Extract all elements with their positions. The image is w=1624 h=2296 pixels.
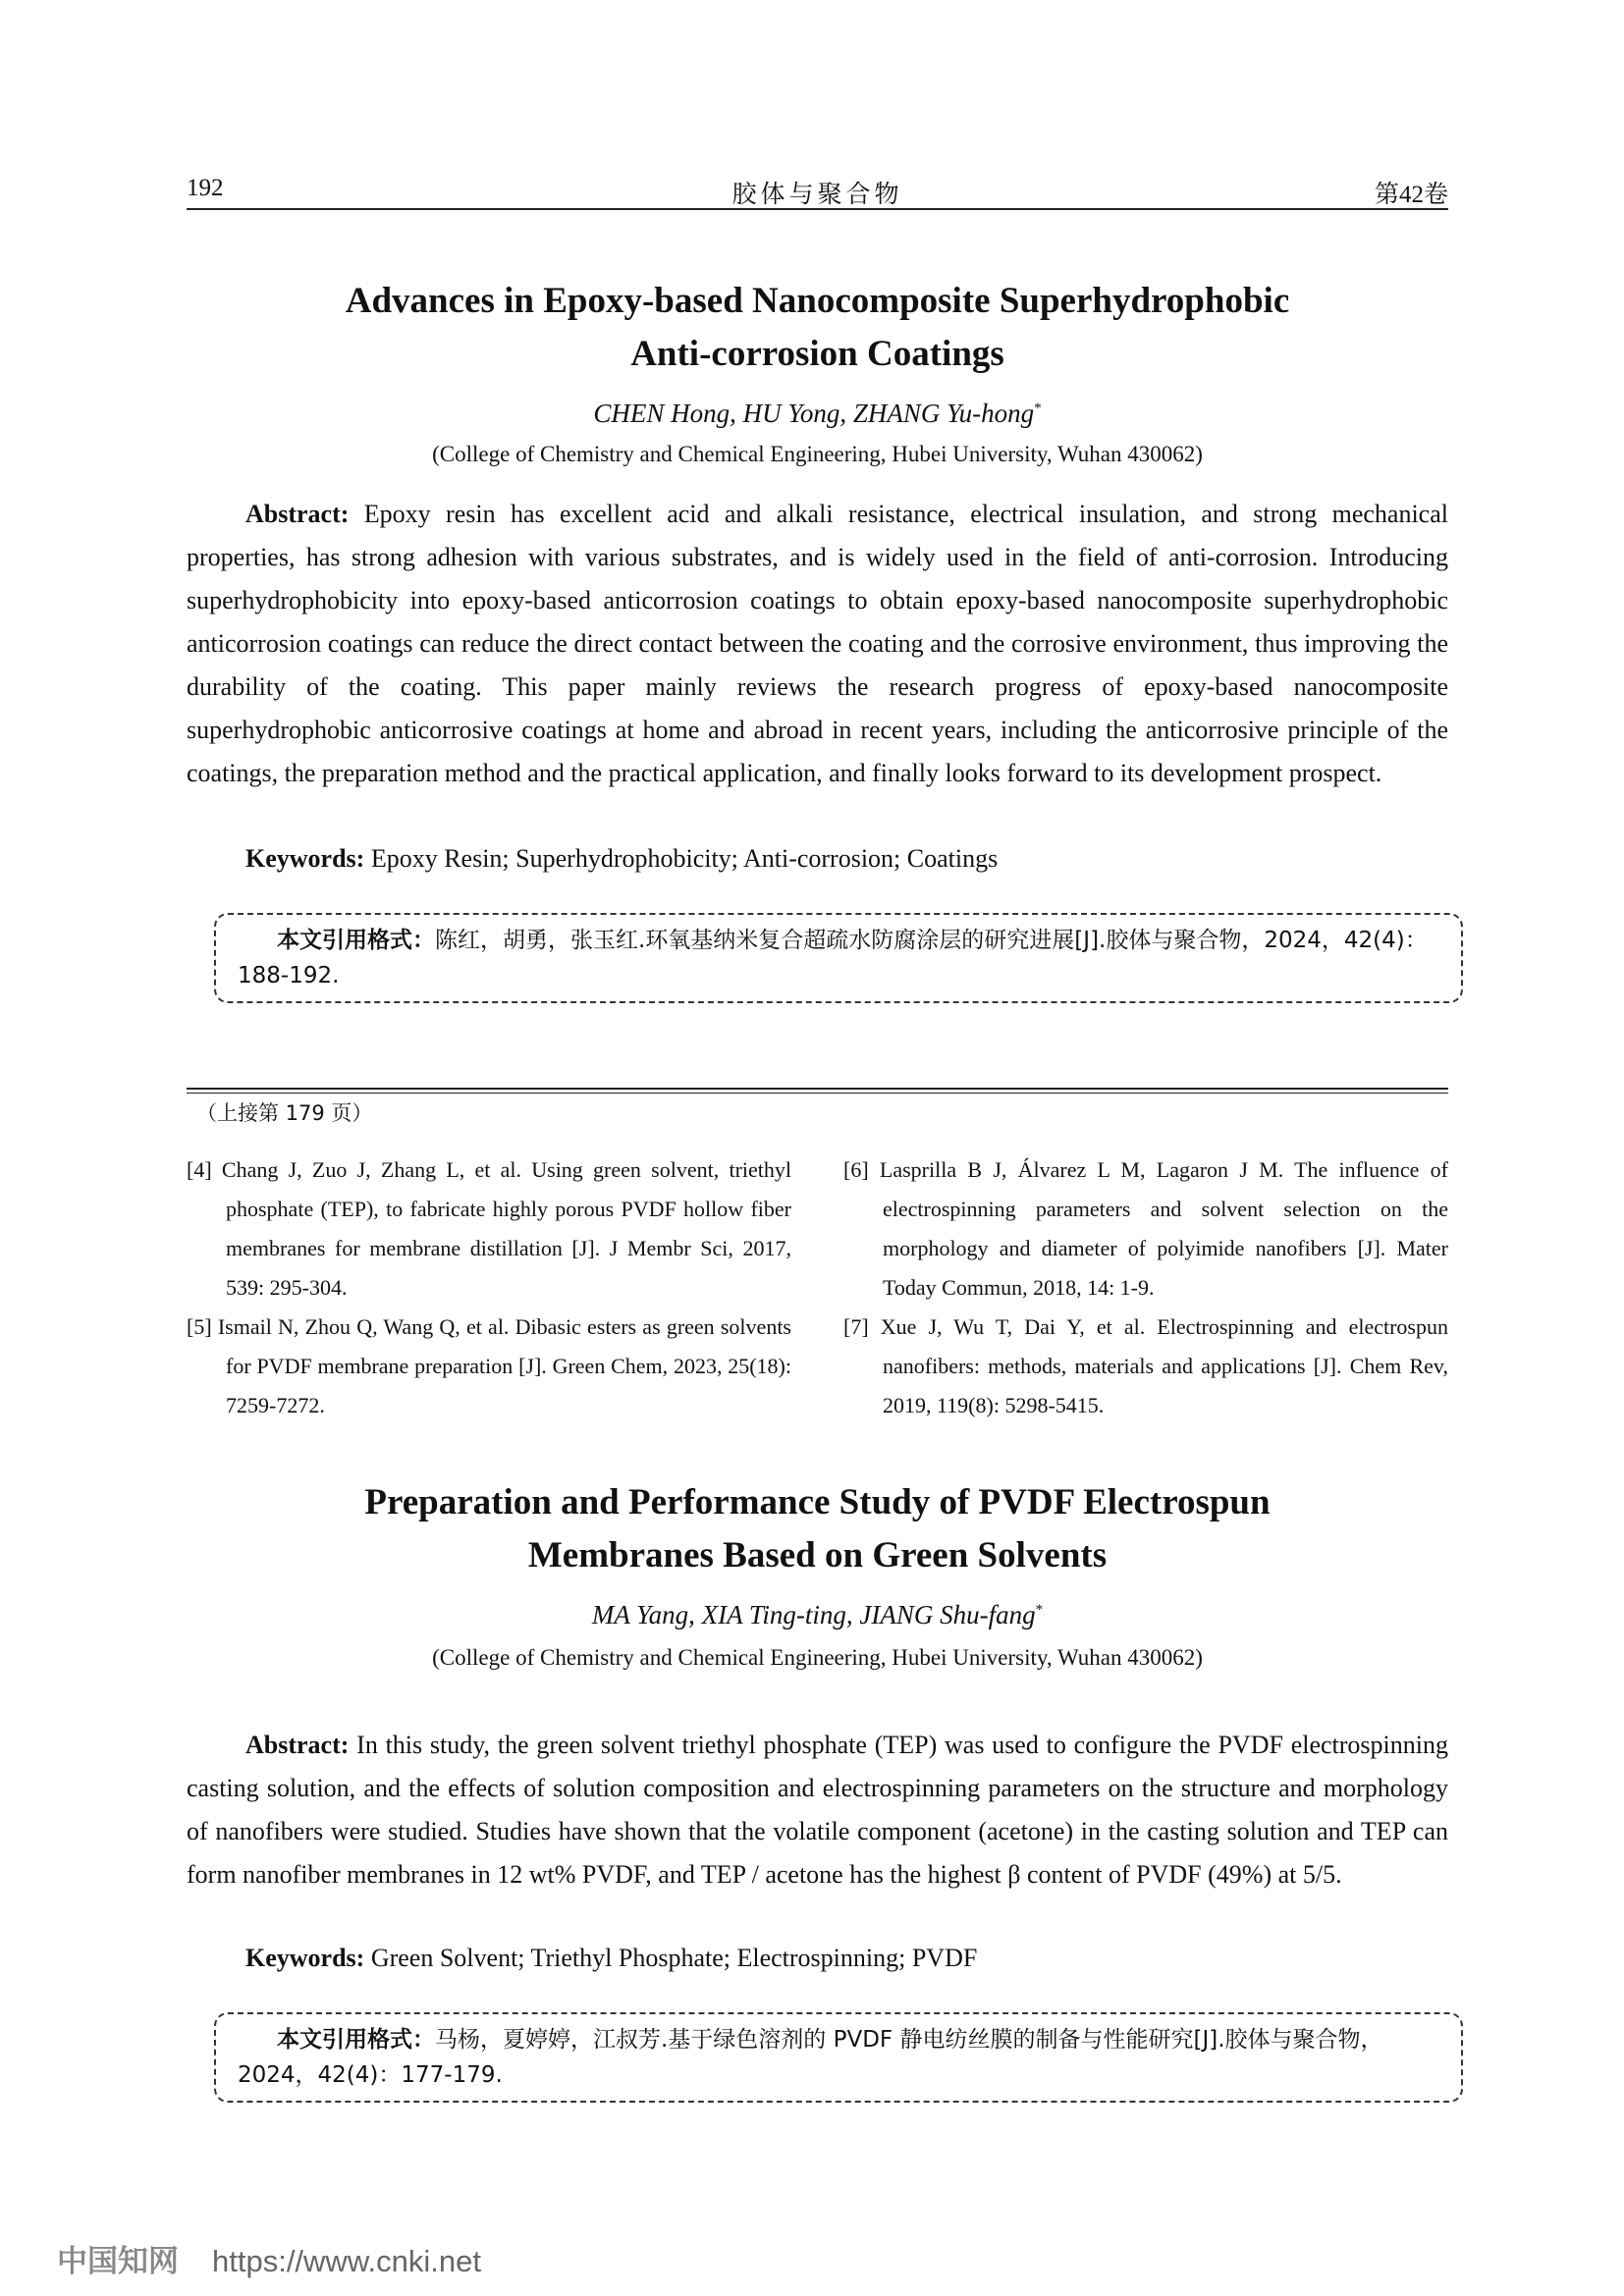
citation-label: 本文引用格式：: [277, 2027, 435, 2053]
article2-title-line1: Preparation and Performance Study of PVDF Electrospun: [364, 1482, 1271, 1522]
article2-title: [187, 1476, 1448, 1582]
article1-authors: [187, 399, 1448, 429]
references-left-column: [187, 1150, 791, 1425]
section-divider: [187, 1088, 1448, 1090]
reference-item: [7] Xue J, Wu T, Dai Y, et al. Electrospinning and electrospun nanofibers: methods, materials and applications [J]. Chem Rev, 2019, 119(8): 5298-5415.: [843, 1314, 1448, 1417]
article1-keywords: [245, 844, 1448, 874]
cnki-url[interactable]: https://www.cnki.net: [212, 2244, 481, 2278]
corresponding-mark: *: [1034, 400, 1042, 416]
abstract-text: In this study, the green solvent triethyl phosphate (TEP) was used to configure the PVDF electrospinning casting solution, and the effects of solution composition and electrospinning parameters on the structure and morphology of nanofibers were studied. Studies have shown that the volatile component (acetone) in the casting solution and TEP can form nanofiber membranes in 12 wt% PVDF, and TEP / acetone has the highest β content of PVDF (49%) at 5/5.: [187, 1731, 1448, 1889]
article2-affiliation: (College of Chemistry and Chemical Engineering, Hubei University, Wuhan 430062): [432, 1645, 1203, 1670]
page-number: 192: [187, 175, 224, 201]
cnki-watermark: [57, 2236, 481, 2280]
abstract-label: Abstract:: [245, 1731, 350, 1759]
journal-name: 胶体与聚合物: [731, 182, 903, 208]
keywords-label: Keywords:: [245, 844, 365, 873]
corresponding-mark: *: [1035, 1602, 1044, 1618]
continued-note: （上接第 179 页）: [196, 1101, 373, 1125]
article2-authors: [187, 1600, 1448, 1630]
article2-title-line2: Membranes Based on Green Solvents: [527, 1535, 1108, 1575]
reference-item: [5] Ismail N, Zhou Q, Wang Q, et al. Dibasic esters as green solvents for PVDF membrane preparation [J]. Green Chem, 2023, 25(18): 7259-7272.: [187, 1314, 791, 1417]
article1-title-line2: Anti-corrosion Coatings: [630, 334, 1004, 374]
keywords-label: Keywords:: [245, 1944, 365, 1972]
article2-abstract: [187, 1724, 1448, 1896]
section-divider-thin: [187, 1093, 1448, 1094]
article1-title-line1: Advances in Epoxy-based Nanocomposite Superhydrophobic: [345, 281, 1290, 321]
article1-citation-box: [214, 913, 1463, 1003]
article2-author-names: MA Yang, XIA Ting-ting, JIANG Shu-fang: [591, 1600, 1036, 1629]
volume-label: 第42卷: [1374, 182, 1448, 208]
reference-item: [4] Chang J, Zuo J, Zhang L, et al. Using green solvent, triethyl phosphate (TEP), to fabricate highly porous PVDF hollow fiber membranes for membrane distillation [J]. J Membr Sci, 2017, 539: 295-304.: [187, 1157, 791, 1300]
keywords-text: Green Solvent; Triethyl Phosphate; Electrospinning; PVDF: [364, 1944, 978, 1972]
references-right-column: [843, 1150, 1448, 1425]
article2-citation-box: [214, 2012, 1463, 2103]
article1-author-names: CHEN Hong, HU Yong, ZHANG Yu-hong: [593, 399, 1035, 428]
article1-title: [187, 275, 1448, 381]
abstract-text: Epoxy resin has excellent acid and alkali resistance, electrical insulation, and strong mechanical properties, has strong adhesion with various substrates, and is widely used in the field of anti-corrosion. Introducing superhydrophobicity into epoxy-based anticorrosion coatings to obtain epoxy-based nanocomposite superhydrophobic anticorrosion coatings can reduce the direct contact between the coating and the corrosive environment, thus improving the durability of the coating. This paper mainly reviews the research progress of epoxy-based nanocomposite superhydrophobic anticorrosive coatings at home and abroad in recent years, including the anticorrosive principle of the coatings, the preparation method and the practical application, and finally looks forward to its development prospect.: [187, 500, 1448, 787]
article1-affiliation: (College of Chemistry and Chemical Engineering, Hubei University, Wuhan 430062): [432, 442, 1203, 466]
citation-label: 本文引用格式：: [277, 928, 435, 953]
keywords-text: Epoxy Resin; Superhydrophobicity; Anti-corrosion; Coatings: [364, 844, 999, 873]
citation-text: 陈红，胡勇，张玉红.环氧基纳米复合超疏水防腐涂层的研究进展[J].胶体与聚合物，2024，42(4)：188-192.: [238, 928, 1428, 988]
running-header: [187, 175, 1448, 210]
article2-keywords: [245, 1944, 1448, 1973]
citation-text: 马杨，夏婷婷，江叔芳.基于绿色溶剂的 PVDF 静电纺丝膜的制备与性能研究[J].胶体与聚合物，2024，42(4)：177-179.: [238, 2027, 1383, 2088]
article1-abstract: [187, 493, 1448, 795]
cnki-logo: 中国知网: [57, 2244, 179, 2278]
reference-item: [6] Lasprilla B J, Álvarez L M, Lagaron J M. The influence of electrospinning parameters and solvent selection on the morphology and diameter of polyimide nanofibers [J]. Mater Today Commun, 2018, 14: 1-9.: [843, 1157, 1448, 1300]
abstract-label: Abstract:: [245, 500, 350, 528]
